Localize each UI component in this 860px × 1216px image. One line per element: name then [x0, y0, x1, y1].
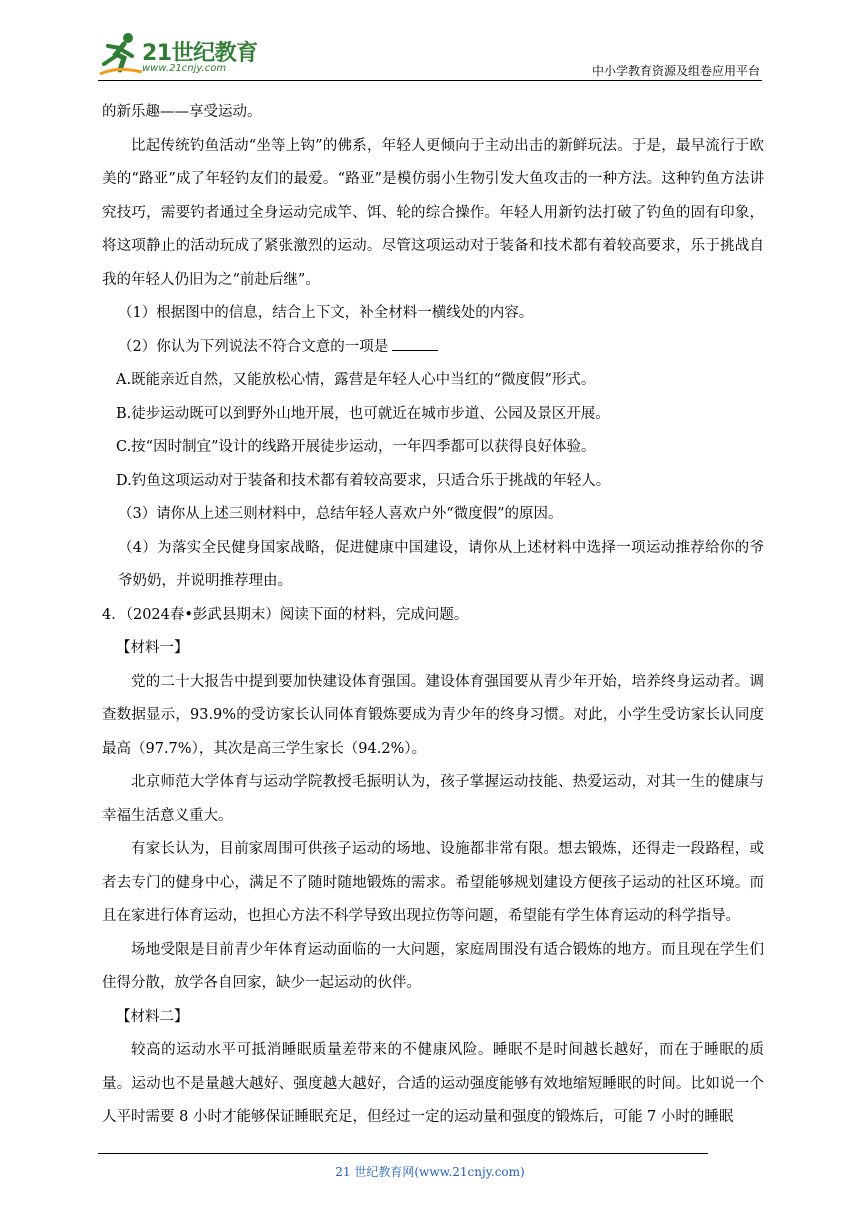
paragraph-text: C.按“因时制宜”设计的线路开展徒步运动，一年四季都可以获得良好体验。 [116, 439, 596, 455]
paragraph-text: 较高的运动水平可抵消睡眠质量差带来的不健康风险。睡眠不是时间越长越好，而在于睡眠的质量。运动也不是量越大越好、强度越大越好，合适的运动强度能够有效地缩短睡眠的时间。比如说一个人平时需要 8 小时才能够保证睡眠充足，但经过一定的运动量和强度的锻炼后，可能 7 小时的睡眠 [102, 1042, 764, 1125]
paragraph-text: （1）根据图中的信息，结合上下文，补全材料一横线处的内容。 [118, 305, 534, 321]
footer-link[interactable]: 21 世纪教育网(www.21cnjy.com) [335, 1165, 525, 1179]
footer-divider [98, 1153, 708, 1154]
paragraph [102, 431, 764, 465]
logo-text: 21世纪教育 [142, 41, 258, 66]
paragraph-text: D.钓鱼这项运动对于装备和技术都有着较高要求，只适合乐于挑战的年轻人。 [116, 472, 611, 489]
paragraph [102, 532, 764, 599]
paragraph [102, 331, 764, 365]
site-logo[interactable] [98, 30, 268, 80]
paragraph [102, 666, 764, 767]
paragraph-text: 的新乐趣——享受运动。 [102, 104, 262, 120]
paragraph-text: 【材料二】 [116, 1008, 189, 1025]
logo-url: www.21cnjy.com [142, 63, 227, 74]
paragraph [102, 398, 764, 432]
paragraph-text: A.既能亲近自然，又能放松心情，露营是年轻人心中当红的“微度假”形式。 [116, 372, 596, 388]
paragraph [102, 766, 764, 833]
paragraph-text: 4．（2024春•彭武县期末）阅读下面的材料，完成问题。 [102, 606, 469, 623]
runner-logo-icon [98, 30, 144, 76]
paragraph [102, 130, 764, 298]
paragraph [102, 364, 764, 398]
paragraph [102, 297, 764, 331]
paragraph [102, 1034, 764, 1135]
paragraph-text: 北京师范大学体育与运动学院教授毛振明认为，孩子掌握运动技能、热爱运动，对其一生的健康与幸福生活意义重大。 [102, 774, 764, 824]
paragraph-text: 有家长认为，目前家周围可供孩子运动的场地、设施都非常有限。想去锻炼，还得走一段路程，或者去专门的健身中心，满足不了随时随地锻炼的需求。希望能够规划建设方便孩子运动的社区环境。而且在家进行体育运动，也担心方法不科学导致出现拉伤等问题，希望能有学生体育运动的科学指导。 [102, 841, 764, 924]
paragraph [102, 833, 764, 934]
page-header [98, 30, 762, 82]
paragraph-text: （4）为落实全民健身国家战略，促进健康中国建设，请你从上述材料中选择一项运动推荐给你的爷爷奶奶，并说明推荐理由。 [118, 539, 764, 589]
paragraph-text: 党的二十大报告中提到要加快建设体育强国。建设体育强国要从青少年开始，培养终身运动者。调查数据显示，93.9%的受访家长认同体育锻炼要成为青少年的终身习惯。对此，小学生受访家长认同度最高（97.7%），其次是高三学生家长（94.2%）。 [102, 673, 764, 757]
paragraph-text: B.徒步运动既可以到野外山地开展，也可就近在城市步道、公园及景区开展。 [116, 405, 610, 422]
paragraph [102, 465, 764, 499]
paragraph [102, 498, 764, 532]
paragraph-text: （3）请你从上述三则材料中，总结年轻人喜欢户外“微度假”的原因。 [118, 506, 563, 522]
header-divider [98, 80, 762, 81]
paragraph [102, 1001, 764, 1035]
paragraph [102, 934, 764, 1001]
paragraph-text: 场地受限是目前青少年体育运动面临的一大问题，家庭周围没有适合锻炼的地方。而且现在学生们住得分散，放学各自回家，缺少一起运动的伙伴。 [102, 941, 764, 991]
paragraph-text: 【材料一】 [116, 640, 189, 656]
header-platform-title: 中小学教育资源及组卷应用平台 [591, 64, 760, 78]
paragraph-text: 比起传统钓鱼活动“坐等上钩”的佛系，年轻人更倾向于主动出击的新鲜玩法。于是，最早流行于欧美的“路亚”成了年轻钓友们的最爱。“路亚”是模仿弱小生物引发大鱼攻击的一种方法。这种钓鱼方法讲究技巧，需要钓者通过全身运动完成竿、饵、轮的综合操作。年轻人用新钓法打破了钓鱼的固有印象，将这项静止的活动玩成了紧张激烈的运动。尽管这项运动对于装备和技术都有着较高要求，乐于挑战自我的年轻人仍旧为之“前赴后继”。 [102, 137, 764, 288]
paragraph [102, 632, 764, 666]
paragraph [102, 96, 764, 130]
answer-blank[interactable] [392, 336, 438, 351]
document-body [102, 96, 764, 1135]
paragraph [102, 599, 764, 633]
paragraph-text: （2）你认为下列说法不符合文意的一项是 [118, 338, 389, 355]
